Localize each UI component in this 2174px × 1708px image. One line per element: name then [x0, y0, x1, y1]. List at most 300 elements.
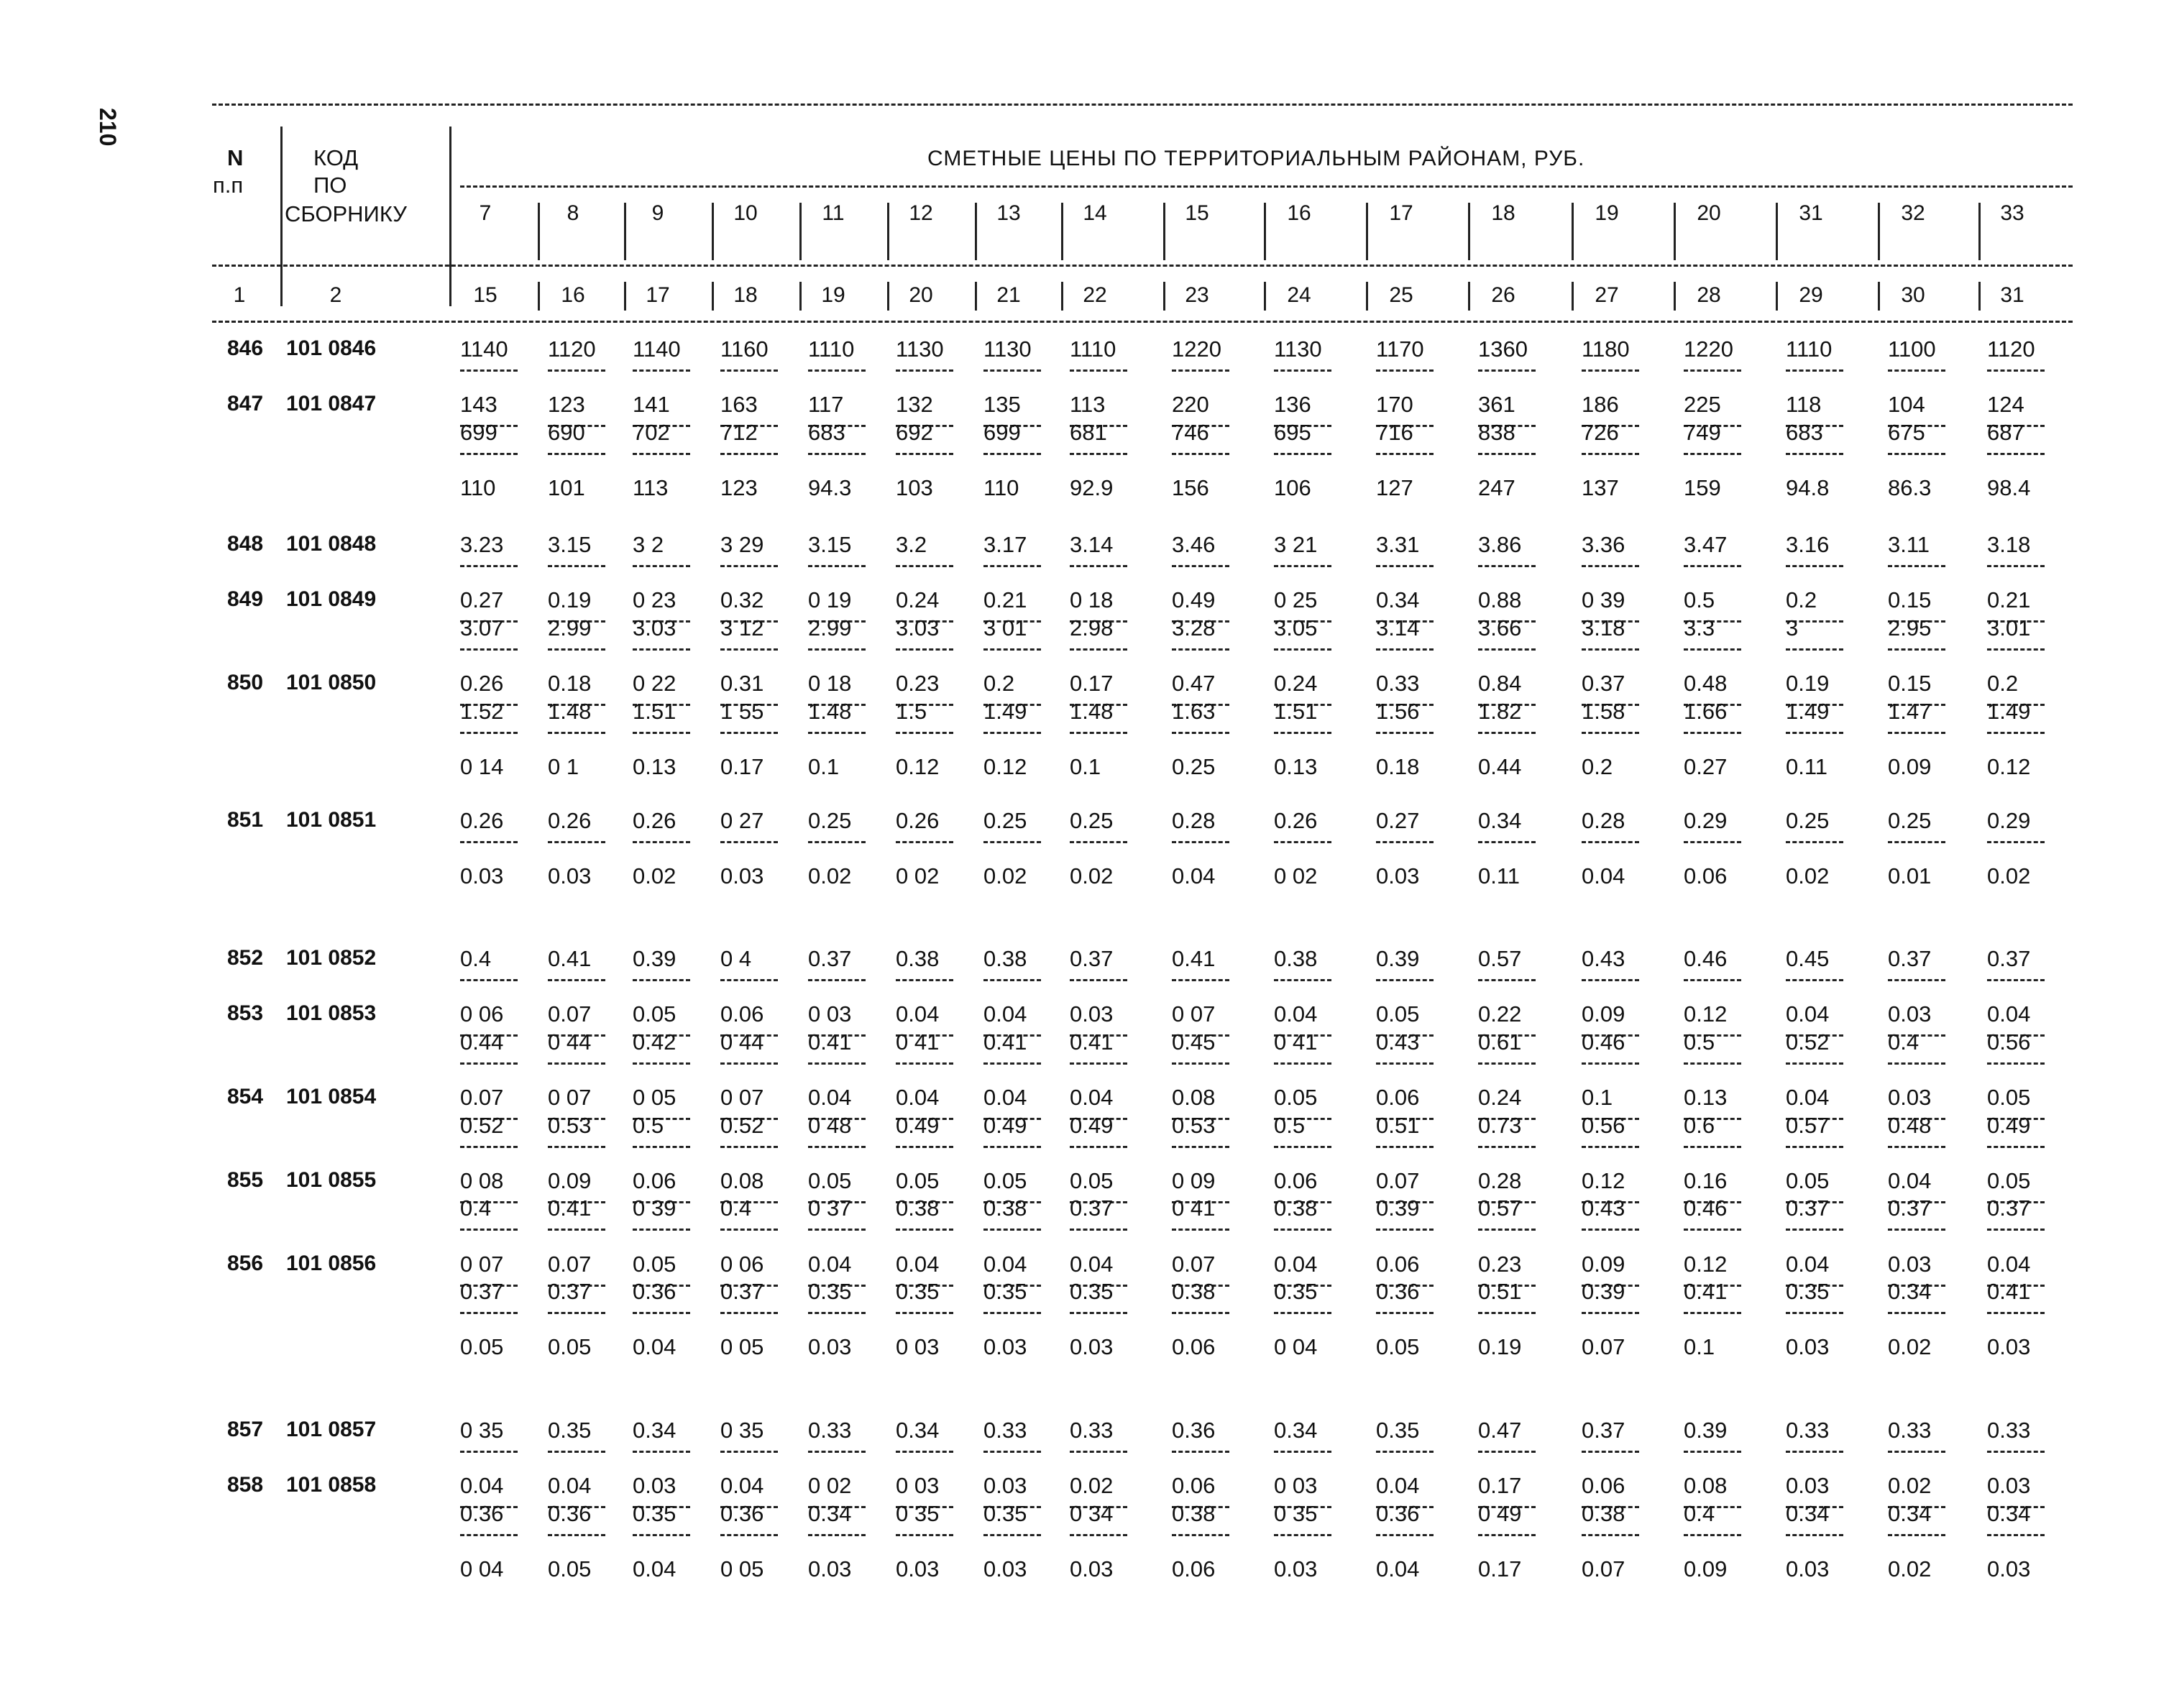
cell-g3-r5-c0: 0 08: [460, 1167, 504, 1193]
district-header-3: 10: [733, 201, 758, 225]
cell-g4-r0-c10: 0.35: [1376, 1418, 1420, 1443]
cell-g3-r9-c16: 0.03: [1987, 1334, 2031, 1360]
cell-g2-r0-c8: 0.28: [1172, 808, 1216, 833]
column-number-1: 2: [329, 283, 342, 307]
cell-rule-g2-r0-c15: [1888, 841, 1945, 843]
cell-g2-r0-c0: 0.26: [460, 808, 504, 833]
cell-rule-g4-r2-c9: [1274, 1534, 1331, 1536]
cell-g0-r1-c12: 186: [1582, 392, 1619, 418]
cell-rule-g1-r4-c9: [1274, 732, 1331, 734]
cell-g3-r6-c3: 0.4: [720, 1195, 752, 1221]
cell-g3-r4-c6: 0.49: [983, 1112, 1027, 1138]
cell-g1-r0-c0: 3.23: [460, 532, 504, 557]
cell-rule-g4-r0-c15: [1888, 1451, 1945, 1453]
cell-rule-g3-r6-c5: [896, 1229, 953, 1231]
cell-rule-g0-r2-c16: [1987, 453, 2045, 455]
cell-g0-r3-c0: 110: [460, 475, 496, 500]
cell-g2-r1-c0: 0.03: [460, 863, 504, 889]
cell-g0-r3-c8: 156: [1172, 475, 1209, 500]
cell-g0-r1-c7: 113: [1070, 392, 1106, 418]
cell-g3-r9-c15: 0.02: [1888, 1334, 1932, 1360]
cell-g0-r0-c9: 1130: [1274, 336, 1322, 362]
cell-g4-r1-c11: 0.17: [1478, 1473, 1522, 1499]
cell-rule-g4-r0-c16: [1987, 1451, 2045, 1453]
cell-g3-r5-c16: 0.05: [1987, 1167, 2031, 1193]
cell-g4-r0-c4: 0.33: [808, 1418, 852, 1443]
cell-g0-r1-c3: 163: [720, 392, 758, 418]
row-code-848: 101 0848: [286, 532, 377, 556]
cell-g3-r8-c4: 0.35: [808, 1279, 852, 1305]
cell-g3-r2-c5: 0 41: [896, 1029, 940, 1055]
cell-rule-g2-r0-c4: [808, 841, 866, 843]
cell-rule-g0-r2-c15: [1888, 453, 1945, 455]
cell-g3-r5-c10: 0.07: [1376, 1167, 1420, 1193]
cell-rule-g1-r0-c4: [808, 565, 866, 567]
cell-rule-g3-r8-c1: [548, 1312, 605, 1314]
cell-rule-g0-r2-c6: [983, 453, 1041, 455]
cell-g4-r2-c14: 0.34: [1786, 1500, 1830, 1526]
cell-g1-r1-c4: 0 19: [808, 587, 852, 613]
cell-rule-g0-r0-c1: [548, 369, 605, 372]
cell-g3-r2-c15: 0.4: [1888, 1029, 1920, 1055]
cell-g3-r2-c3: 0 44: [720, 1029, 764, 1055]
cell-rule-g0-r2-c14: [1786, 453, 1843, 455]
cell-g2-r1-c9: 0 02: [1274, 863, 1318, 889]
cell-g1-r3-c8: 0.47: [1172, 671, 1216, 696]
cell-rule-g3-r8-c6: [983, 1312, 1041, 1314]
cell-g4-r0-c13: 0.39: [1684, 1418, 1728, 1443]
cell-g3-r3-c13: 0.13: [1684, 1085, 1728, 1110]
cell-g1-r2-c12: 3.18: [1582, 615, 1625, 640]
cell-g3-r7-c9: 0.04: [1274, 1251, 1318, 1277]
cell-g2-r1-c7: 0.02: [1070, 863, 1114, 889]
cell-rule-g0-r0-c6: [983, 369, 1041, 372]
cell-g3-r0-c6: 0.38: [983, 946, 1027, 971]
cell-g3-r1-c15: 0.03: [1888, 1001, 1932, 1027]
district-header-1: 8: [567, 201, 579, 225]
cell-rule-g4-r0-c9: [1274, 1451, 1331, 1453]
cell-rule-g0-r0-c2: [633, 369, 690, 372]
district-header-10: 17: [1389, 201, 1413, 225]
cell-g4-r0-c11: 0.47: [1478, 1418, 1522, 1443]
cell-g3-r0-c2: 0.39: [633, 946, 676, 971]
cell-g3-r9-c0: 0.05: [460, 1334, 504, 1360]
cell-g3-r0-c16: 0.37: [1987, 946, 2031, 971]
column-number-16: 29: [1799, 283, 1823, 307]
cell-g3-r6-c2: 0 39: [633, 1195, 676, 1221]
cell-g3-r0-c13: 0.46: [1684, 946, 1728, 971]
cell-g1-r0-c13: 3.47: [1684, 532, 1728, 557]
cell-rule-g3-r8-c5: [896, 1312, 953, 1314]
cell-g0-r3-c14: 94.8: [1786, 475, 1830, 500]
district-header-11: 18: [1491, 201, 1515, 225]
cell-rule-g3-r2-c11: [1478, 1062, 1536, 1065]
cell-g0-r1-c0: 143: [460, 392, 497, 418]
cell-g0-r0-c14: 1110: [1786, 336, 1833, 362]
cell-rule-g3-r2-c12: [1582, 1062, 1639, 1065]
cell-g3-r8-c6: 0.35: [983, 1279, 1027, 1305]
cell-g0-r2-c5: 692: [896, 419, 933, 445]
cell-rule-g0-r0-c13: [1684, 369, 1741, 372]
cell-g3-r1-c12: 0.09: [1582, 1001, 1625, 1027]
cell-g3-r1-c16: 0.04: [1987, 1001, 2031, 1027]
cell-rule-g3-r4-c12: [1582, 1146, 1639, 1148]
cell-g1-r3-c3: 0.31: [720, 671, 764, 696]
cell-rule-g4-r2-c6: [983, 1534, 1041, 1536]
row-number-858: 858: [227, 1473, 264, 1497]
cell-g3-r8-c1: 0.37: [548, 1279, 592, 1305]
cell-rule-g0-r2-c0: [460, 453, 518, 455]
cell-rule-g3-r8-c11: [1478, 1312, 1536, 1314]
cell-g2-r1-c12: 0.04: [1582, 863, 1625, 889]
cell-g2-r0-c5: 0.26: [896, 808, 940, 833]
cell-rule-g3-r2-c6: [983, 1062, 1041, 1065]
cell-g1-r0-c8: 3.46: [1172, 532, 1216, 557]
cell-g1-r0-c16: 3.18: [1987, 532, 2031, 557]
cell-rule-g2-r0-c5: [896, 841, 953, 843]
cell-g0-r0-c11: 1360: [1478, 336, 1528, 362]
cell-g3-r6-c0: 0.4: [460, 1195, 492, 1221]
cell-rule-g1-r4-c1: [548, 732, 605, 734]
cell-g2-r1-c4: 0.02: [808, 863, 852, 889]
cell-g3-r1-c2: 0.05: [633, 1001, 676, 1027]
cell-g4-r0-c5: 0.34: [896, 1418, 940, 1443]
cell-rule-g1-r0-c9: [1274, 565, 1331, 567]
cell-g3-r4-c2: 0.5: [633, 1112, 664, 1138]
cell-g1-r2-c15: 2.95: [1888, 615, 1932, 640]
cell-g1-r0-c9: 3 21: [1274, 532, 1318, 557]
row-number-847: 847: [227, 392, 264, 416]
cell-g1-r2-c4: 2.99: [808, 615, 852, 640]
cell-g3-r9-c7: 0.03: [1070, 1334, 1114, 1360]
cell-g4-r3-c13: 0.09: [1684, 1556, 1728, 1581]
cell-rule-g1-r4-c4: [808, 732, 866, 734]
cell-g2-r1-c3: 0.03: [720, 863, 764, 889]
cell-g3-r3-c8: 0.08: [1172, 1085, 1216, 1110]
cell-g3-r4-c9: 0.5: [1274, 1112, 1306, 1138]
cell-g4-r1-c16: 0.03: [1987, 1473, 2031, 1499]
cell-g1-r3-c4: 0 18: [808, 671, 852, 696]
cell-rule-g3-r2-c10: [1376, 1062, 1434, 1065]
cell-g4-r1-c1: 0.04: [548, 1473, 592, 1499]
cell-g4-r2-c8: 0.38: [1172, 1500, 1216, 1526]
cell-g3-r7-c12: 0.09: [1582, 1251, 1625, 1277]
cell-g3-r5-c4: 0.05: [808, 1167, 852, 1193]
cell-g3-r8-c16: 0.41: [1987, 1279, 2031, 1305]
cell-g0-r3-c4: 94.3: [808, 475, 852, 500]
row-code-856: 101 0856: [286, 1251, 377, 1275]
cell-rule-g4-r0-c12: [1582, 1451, 1639, 1453]
column-number-8: 21: [996, 283, 1021, 307]
cell-g3-r0-c7: 0.37: [1070, 946, 1114, 971]
cell-g0-r2-c0: 699: [460, 419, 497, 445]
district-header-8: 15: [1185, 201, 1209, 225]
cell-rule-g3-r0-c15: [1888, 979, 1945, 981]
cell-g3-r8-c5: 0.35: [896, 1279, 940, 1305]
header-col2-sborniku: СБОРНИКУ: [285, 201, 407, 226]
cell-rule-g1-r4-c7: [1070, 732, 1127, 734]
cell-rule-g4-r2-c12: [1582, 1534, 1639, 1536]
cell-g3-r2-c4: 0.41: [808, 1029, 852, 1055]
cell-g2-r0-c3: 0 27: [720, 808, 764, 833]
cell-g3-r2-c10: 0.43: [1376, 1029, 1420, 1055]
cell-rule-g3-r0-c13: [1684, 979, 1741, 981]
cell-g1-r3-c2: 0 22: [633, 671, 676, 696]
cell-g4-r1-c8: 0.06: [1172, 1473, 1216, 1499]
cell-g4-r3-c11: 0.17: [1478, 1556, 1522, 1581]
cell-g0-r3-c3: 123: [720, 475, 758, 500]
header-col2-kod: КОД: [313, 145, 359, 170]
cell-g0-r3-c9: 106: [1274, 475, 1311, 500]
cell-g4-r3-c0: 0 04: [460, 1556, 504, 1581]
cell-g4-r2-c5: 0 35: [896, 1500, 940, 1526]
cell-g4-r0-c7: 0.33: [1070, 1418, 1114, 1443]
cell-g0-r0-c8: 1220: [1172, 336, 1221, 362]
cell-g3-r4-c4: 0 48: [808, 1112, 852, 1138]
cell-g2-r1-c11: 0.11: [1478, 863, 1521, 889]
cell-g3-r9-c14: 0.03: [1786, 1334, 1830, 1360]
cell-g3-r9-c2: 0.04: [633, 1334, 676, 1360]
cell-g4-r2-c1: 0.36: [548, 1500, 592, 1526]
cell-g1-r4-c15: 1.47: [1888, 698, 1932, 724]
cell-g1-r1-c9: 0 25: [1274, 587, 1318, 613]
cell-g3-r8-c12: 0.39: [1582, 1279, 1625, 1305]
cell-g4-r1-c10: 0.04: [1376, 1473, 1420, 1499]
cell-rule-g2-r0-c9: [1274, 841, 1331, 843]
column-number-3: 16: [561, 283, 585, 307]
cell-g3-r1-c13: 0.12: [1684, 1001, 1728, 1027]
cell-g2-r0-c16: 0.29: [1987, 808, 2031, 833]
cell-rule-g3-r4-c0: [460, 1146, 518, 1148]
cell-rule-g3-r6-c7: [1070, 1229, 1127, 1231]
cell-rule-g0-r0-c14: [1786, 369, 1843, 372]
cell-g3-r7-c2: 0.05: [633, 1251, 676, 1277]
cell-rule-g3-r6-c6: [983, 1229, 1041, 1231]
row-code-847: 101 0847: [286, 392, 377, 416]
cell-g1-r3-c10: 0.33: [1376, 671, 1420, 696]
cell-g1-r1-c13: 0.5: [1684, 587, 1715, 613]
cell-g4-r0-c3: 0 35: [720, 1418, 764, 1443]
cell-g0-r2-c7: 681: [1070, 419, 1107, 445]
cell-g4-r0-c8: 0.36: [1172, 1418, 1216, 1443]
cell-g1-r5-c15: 0.09: [1888, 753, 1932, 779]
cell-g3-r6-c8: 0 41: [1172, 1195, 1216, 1221]
cell-g3-r5-c12: 0.12: [1582, 1167, 1625, 1193]
cell-rule-g0-r2-c12: [1582, 453, 1639, 455]
cell-g4-r2-c10: 0.36: [1376, 1500, 1420, 1526]
cell-rule-g1-r0-c0: [460, 565, 518, 567]
cell-rule-g0-r0-c12: [1582, 369, 1639, 372]
row-number-851: 851: [227, 808, 264, 832]
cell-g3-r9-c13: 0.1: [1684, 1334, 1715, 1360]
cell-g3-r0-c5: 0.38: [896, 946, 940, 971]
cell-rule-g3-r2-c1: [548, 1062, 605, 1065]
cell-g4-r1-c13: 0.08: [1684, 1473, 1728, 1499]
cell-g4-r3-c14: 0.03: [1786, 1556, 1830, 1581]
cell-rule-g1-r0-c11: [1478, 565, 1536, 567]
cell-g0-r0-c1: 1120: [548, 336, 596, 362]
row-code-854: 101 0854: [286, 1085, 377, 1108]
cell-g1-r4-c10: 1.56: [1376, 698, 1420, 724]
row-code-858: 101 0858: [286, 1473, 377, 1497]
cell-rule-g0-r0-c8: [1172, 369, 1229, 372]
cell-g2-r0-c7: 0.25: [1070, 808, 1114, 833]
cell-rule-g1-r0-c12: [1582, 565, 1639, 567]
cell-g3-r7-c0: 0 07: [460, 1251, 504, 1277]
cell-rule-g3-r4-c5: [896, 1146, 953, 1148]
cell-rule-g0-r2-c9: [1274, 453, 1331, 455]
cell-rule-g3-r6-c10: [1376, 1229, 1434, 1231]
district-header-6: 13: [996, 201, 1021, 225]
cell-g3-r3-c10: 0.06: [1376, 1085, 1420, 1110]
cell-g0-r1-c4: 117: [808, 392, 844, 418]
cell-g4-r0-c16: 0.33: [1987, 1418, 2031, 1443]
cell-g0-r3-c11: 247: [1478, 475, 1515, 500]
cell-rule-g0-r2-c7: [1070, 453, 1127, 455]
cell-g0-r0-c7: 1110: [1070, 336, 1116, 362]
cell-rule-g1-r2-c12: [1582, 648, 1639, 651]
cell-rule-g3-r6-c11: [1478, 1229, 1536, 1231]
cell-rule-g2-r0-c16: [1987, 841, 2045, 843]
cell-g2-r0-c9: 0.26: [1274, 808, 1318, 833]
cell-g1-r5-c14: 0.11: [1786, 753, 1828, 779]
row-number-849: 849: [227, 587, 264, 612]
cell-g3-r4-c7: 0.49: [1070, 1112, 1114, 1138]
cell-g4-r3-c12: 0.07: [1582, 1556, 1625, 1581]
cell-g3-r0-c1: 0.41: [548, 946, 592, 971]
cell-g3-r7-c1: 0.07: [548, 1251, 592, 1277]
cell-g4-r0-c2: 0.34: [633, 1418, 676, 1443]
cell-rule-g3-r0-c14: [1786, 979, 1843, 981]
cell-rule-g3-r0-c12: [1582, 979, 1639, 981]
cell-g1-r3-c6: 0.2: [983, 671, 1015, 696]
cell-g0-r0-c15: 1100: [1888, 336, 1936, 362]
cell-g3-r4-c3: 0.52: [720, 1112, 764, 1138]
cell-g3-r6-c1: 0.41: [548, 1195, 592, 1221]
cell-g3-r7-c4: 0.04: [808, 1251, 852, 1277]
cell-g0-r1-c1: 123: [548, 392, 585, 418]
cell-rule-g0-r0-c16: [1987, 369, 2045, 372]
cell-g2-r1-c13: 0.06: [1684, 863, 1728, 889]
cell-g3-r8-c2: 0.36: [633, 1279, 676, 1305]
cell-g2-r0-c12: 0.28: [1582, 808, 1625, 833]
cell-g3-r0-c15: 0.37: [1888, 946, 1932, 971]
cell-rule-g1-r4-c8: [1172, 732, 1229, 734]
header-col2-po: ПО: [313, 173, 347, 198]
cell-rule-g3-r2-c9: [1274, 1062, 1331, 1065]
cell-rule-g4-r2-c8: [1172, 1534, 1229, 1536]
cell-rule-g1-r2-c0: [460, 648, 518, 651]
cell-g3-r5-c14: 0.05: [1786, 1167, 1830, 1193]
cell-rule-g3-r4-c11: [1478, 1146, 1536, 1148]
cell-rule-g0-r0-c0: [460, 369, 518, 372]
cell-rule-g2-r0-c13: [1684, 841, 1741, 843]
cell-rule-g4-r0-c1: [548, 1451, 605, 1453]
header-col1-n: N: [227, 145, 244, 170]
cell-rule-g4-r0-c8: [1172, 1451, 1229, 1453]
column-number-7: 20: [909, 283, 933, 307]
cell-rule-g1-r2-c7: [1070, 648, 1127, 651]
column-number-13: 26: [1491, 283, 1515, 307]
cell-g4-r1-c14: 0.03: [1786, 1473, 1830, 1499]
cell-g3-r7-c10: 0.06: [1376, 1251, 1420, 1277]
cell-g0-r2-c6: 699: [983, 419, 1021, 445]
cell-g1-r5-c10: 0.18: [1376, 753, 1420, 779]
cell-g3-r5-c15: 0.04: [1888, 1167, 1932, 1193]
cell-g3-r9-c9: 0 04: [1274, 1334, 1318, 1360]
cell-rule-g3-r2-c4: [808, 1062, 866, 1065]
cell-rule-g1-r2-c16: [1987, 648, 2045, 651]
cell-g0-r0-c0: 1140: [460, 336, 508, 362]
cell-rule-g1-r4-c11: [1478, 732, 1536, 734]
cell-g1-r4-c3: 1 55: [720, 698, 764, 724]
cell-rule-g1-r4-c5: [896, 732, 953, 734]
cell-g3-r1-c5: 0.04: [896, 1001, 940, 1027]
cell-rule-g1-r0-c15: [1888, 565, 1945, 567]
cell-g3-r0-c11: 0.57: [1478, 946, 1522, 971]
cell-rule-g3-r8-c16: [1987, 1312, 2045, 1314]
cell-g3-r2-c0: 0.44: [460, 1029, 504, 1055]
cell-rule-g2-r0-c6: [983, 841, 1041, 843]
cell-g1-r3-c5: 0.23: [896, 671, 940, 696]
cell-g1-r2-c13: 3.3: [1684, 615, 1715, 640]
cell-g0-r3-c7: 92.9: [1070, 475, 1114, 500]
cell-rule-g0-r2-c13: [1684, 453, 1741, 455]
district-header-0: 7: [479, 201, 492, 225]
cell-g2-r1-c6: 0.02: [983, 863, 1027, 889]
cell-g0-r3-c16: 98.4: [1987, 475, 2031, 500]
cell-rule-g3-r2-c5: [896, 1062, 953, 1065]
cell-g3-r4-c1: 0.53: [548, 1112, 592, 1138]
cell-rule-g1-r0-c14: [1786, 565, 1843, 567]
cell-g1-r5-c12: 0.2: [1582, 753, 1613, 779]
cell-rule-g0-r2-c5: [896, 453, 953, 455]
cell-g0-r2-c1: 690: [548, 419, 585, 445]
cell-rule-g4-r2-c4: [808, 1534, 866, 1536]
cell-g3-r9-c4: 0.03: [808, 1334, 852, 1360]
cell-g1-r2-c0: 3.07: [460, 615, 504, 640]
cell-g3-r2-c11: 0.61: [1478, 1029, 1522, 1055]
cell-rule-g3-r4-c15: [1888, 1146, 1945, 1148]
cell-rule-g3-r0-c4: [808, 979, 866, 981]
cell-g1-r3-c16: 0.2: [1987, 671, 2019, 696]
cell-g3-r3-c1: 0 07: [548, 1085, 592, 1110]
cell-g3-r1-c9: 0.04: [1274, 1001, 1318, 1027]
cell-rule-g1-r0-c1: [548, 565, 605, 567]
cell-g0-r0-c2: 1140: [633, 336, 681, 362]
cell-g2-r1-c15: 0.01: [1888, 863, 1932, 889]
cell-g1-r1-c2: 0 23: [633, 587, 676, 613]
cell-g3-r3-c2: 0 05: [633, 1085, 676, 1110]
cell-g1-r2-c9: 3.05: [1274, 615, 1318, 640]
cell-g3-r2-c14: 0.52: [1786, 1029, 1830, 1055]
cell-g3-r2-c2: 0.42: [633, 1029, 676, 1055]
cell-g0-r3-c1: 101: [548, 475, 585, 500]
cell-rule-g0-r2-c4: [808, 453, 866, 455]
cell-rule-g2-r0-c7: [1070, 841, 1127, 843]
cell-rule-g1-r2-c11: [1478, 648, 1536, 651]
cell-g1-r2-c16: 3.01: [1987, 615, 2031, 640]
cell-g3-r6-c4: 0 37: [808, 1195, 852, 1221]
cell-rule-g4-r0-c11: [1478, 1451, 1536, 1453]
cell-g3-r3-c15: 0.03: [1888, 1085, 1932, 1110]
cell-rule-g3-r6-c16: [1987, 1229, 2045, 1231]
cell-g4-r1-c4: 0 02: [808, 1473, 852, 1499]
cell-g4-r0-c6: 0.33: [983, 1418, 1027, 1443]
cell-g2-r0-c1: 0.26: [548, 808, 592, 833]
cell-rule-g3-r8-c2: [633, 1312, 690, 1314]
cell-g4-r1-c0: 0.04: [460, 1473, 504, 1499]
